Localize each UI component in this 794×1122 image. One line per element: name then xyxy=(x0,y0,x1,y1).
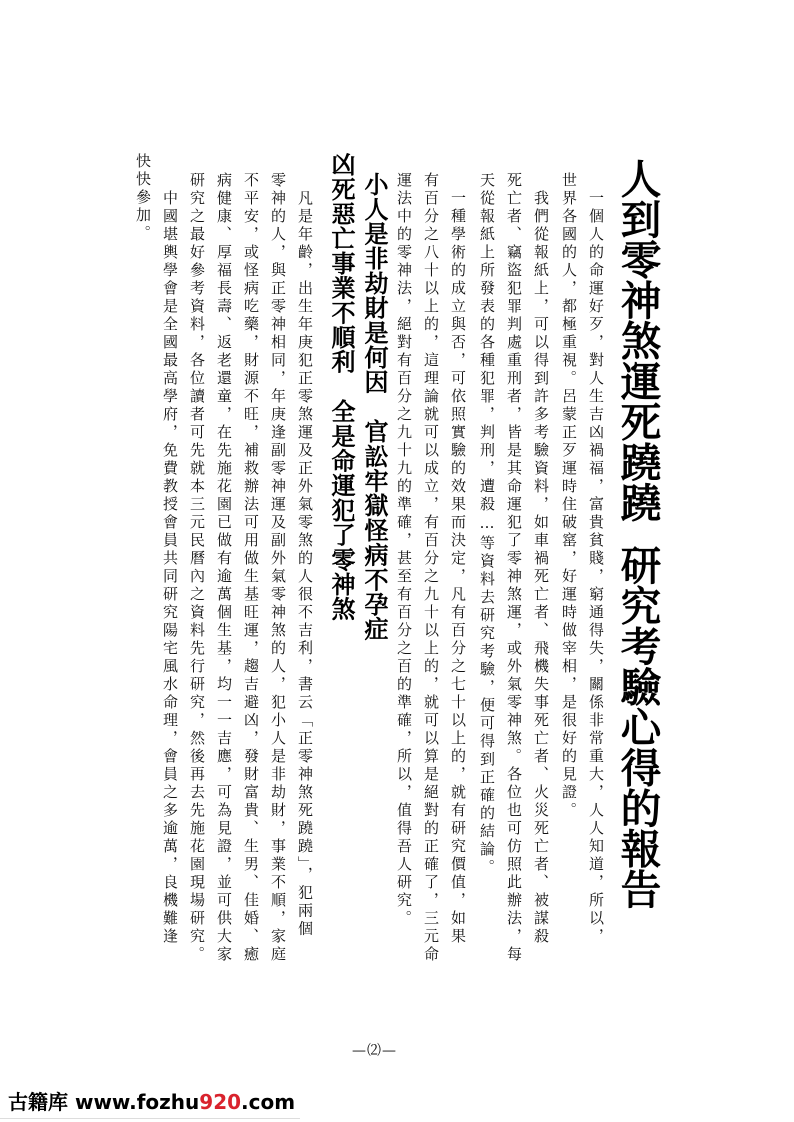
paragraph-line: 中國堪輿學會是全國最高學府，免費教授會員共同研究陽宅風水命理，會員之多逾萬，良機難逢 xyxy=(161,190,179,946)
page-title xyxy=(613,158,662,909)
title-part-1: 人到零神煞運死蹺蹺 xyxy=(613,158,662,523)
paragraph-line: 研究之最好參考資料，各位讀者可先就本三元民曆內之資料先行研究，然後再去先施花園現場研究。 xyxy=(188,172,206,964)
paragraph-line: 零神的人，與正零神相同，年庚逢副零神運及副外氣零神煞的人，犯小人是非劫財，事業不順，家庭 xyxy=(269,172,287,964)
paragraph-line: 一種學術的成立與否，可依照實驗的效果而決定，凡有百分之七十以上的，就有研究價值，如果 xyxy=(449,190,467,946)
paragraph-line: 不平安，或怪病吃藥，財源不旺，補救辦法可用做生基旺運，趨吉避凶，發財富貴、生男、佳婚、癒 xyxy=(242,172,260,964)
paragraph-line: 有百分之八十以上的，這理論就可以成立，有百分之九十以上的，就可以算是絕對的正確了，三元命 xyxy=(422,172,440,964)
paragraph-line: 快快參加。 xyxy=(134,153,152,243)
divider xyxy=(0,1118,300,1119)
page-number: —⑵— xyxy=(352,1043,397,1059)
paragraph-line: 死亡者、竊盜犯罪判處重刑者，皆是其命運犯了零神煞運，或外氣零神煞。各位也可仿照此辦法，每 xyxy=(505,172,523,964)
subheading: 小人是非劫財是何因 官訟牢獄怪病不孕症 xyxy=(360,172,388,642)
paragraph-line: 我們從報紙上，可以得到許多考驗資料，如車禍死亡者、飛機失事死亡者、火災死亡者、被謀殺 xyxy=(532,190,550,946)
watermark-url: www.fozhu920.com xyxy=(74,1090,296,1114)
paragraph-line: 運法中的零神法，絕對有百分之九十九的準確，甚至有百分之百的準確，所以，值得吾人研究。 xyxy=(395,172,413,928)
watermark-site-label: 古籍库 xyxy=(8,1090,68,1114)
paragraph-line: 天從報紙上所發表的各種犯罪，判刑，遭殺…等資料去研究考驗，便可得到正確的結論。 xyxy=(478,172,496,877)
paragraph-line: 一個人的命運好歹，對人生吉凶禍福，富貴貧賤，窮通得失，關係非常重大，人人知道，所以， xyxy=(587,190,605,946)
title-part-2: 研究考驗心得的報告 xyxy=(613,544,662,909)
paragraph-line: 病健康、厚福長壽、返老還童，在先施花園已做有逾萬個生基，均一一吉應，可為見證，並可供大家 xyxy=(215,172,233,964)
subheading: 凶死惡亡事業不順利 全是命運犯了零神煞 xyxy=(327,152,355,622)
paragraph-line: 世界各國的人，都極重視。呂蒙正歹運時住破窰，好運時做宰相，是很好的見證。 xyxy=(560,172,578,820)
paragraph-line: 凡是年齡，出生年庚犯正零煞運及正外氣零煞的人很不吉利，書云「正零神煞死蹺蹺」，犯兩個 xyxy=(296,190,314,939)
watermark xyxy=(8,1086,295,1115)
